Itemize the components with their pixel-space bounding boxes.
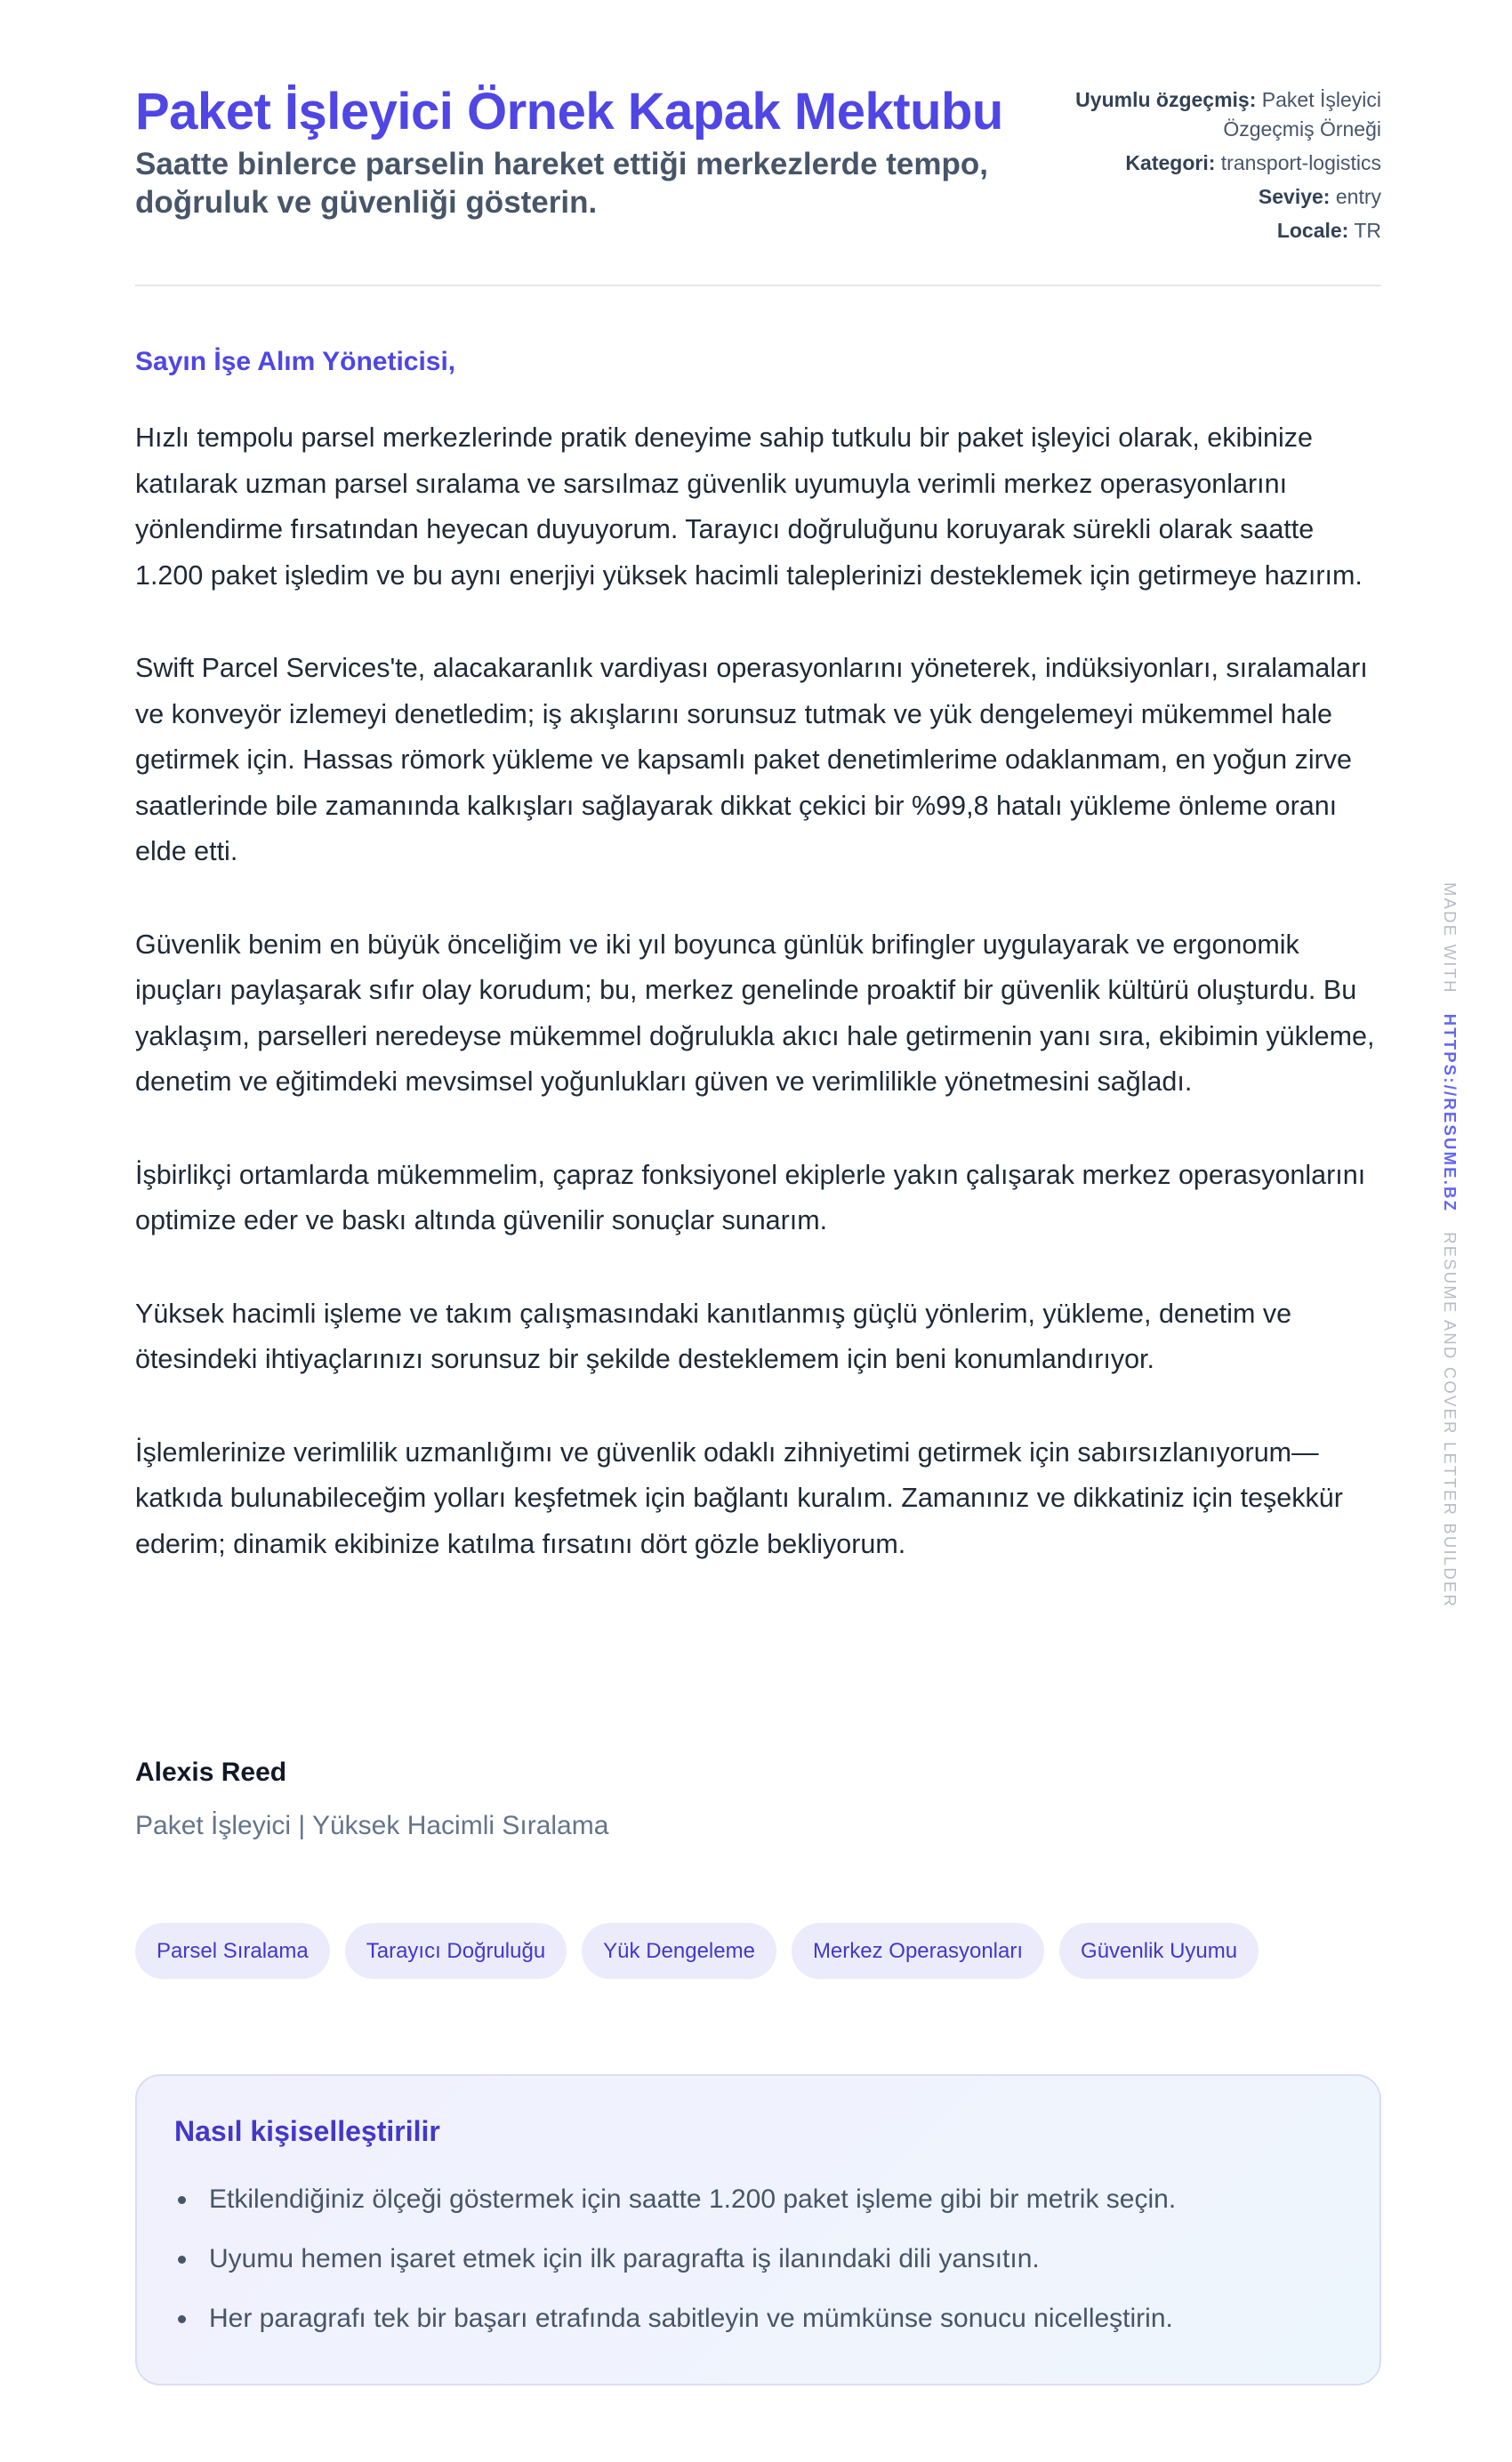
tips-list [174,2169,1176,2348]
watermark-link[interactable]: HTTPS://RESUME.BZ [1441,1013,1460,1213]
meta-resume [1043,85,1381,144]
skill-tag: Güvenlik Uyumu [1059,1923,1259,1979]
meta-label: Seviye: [1258,185,1331,208]
paragraph: İşlemlerinize verimlilik uzmanlığımı ve güvenlik odaklı zihniyetimi getirmek için sabırsızlanıyorum—katkıda bulunabileceğim yolları keşfetmek için bağlantı kuralım. Zamanınız ve dikkatiniz için teşekkür ederim; dinamik ekibinize katılma fırsatını dört gözle bekliyorum. [135,1436,1343,1559]
signature-role: Paket İşleyici | Yüksek Hacimli Sıralama [135,1811,609,1840]
skill-tags [135,1923,1259,1979]
letter-body [135,415,1381,1614]
skill-tag: Tarayıcı Doğruluğu [345,1923,567,1979]
paragraph: Hızlı tempolu parsel merkezlerinde pratik deneyime sahip tutkulu bir paket işleyici olarak, ekibinize katılarak uzman parsel sıralama ve sarsılmaz güvenlik uyumuyla verimli merkez operasyonlarını yönlendirme fırsatından heyecan duyuyorum. Tarayıcı doğruluğunu koruyarak sürekli olarak saatte 1.200 paket işledim ve bu aynı enerjiyi yüksek hacimli taleplerinizi desteklemek için getirmeye hazırım. [135,422,1363,591]
greeting: Sayın İşe Alım Yöneticisi, [135,347,456,376]
meta-label: Kategori: [1125,151,1216,174]
meta-info [1043,85,1381,250]
signature-name: Alexis Reed [135,1758,287,1787]
paragraph: Güvenlik benim en büyük önceliğim ve iki yıl boyunca günlük brifingler uygulayarak ve ergonomik ipuçları paylaşarak sıfır olay korudum; bu, merkez genelinde proaktif bir güvenlik kültürü oluşturdu. Bu yaklaşım, parselleri neredeyse mükemmel doğrulukla akıcı hale getirmenin yanı sıra, ekibimin yükleme, denetim ve eğitimdeki mevsimsel yoğunlukları güven ve verimlilikle yönetmesini sağladı. [135,929,1375,1097]
meta-value: entry [1335,185,1381,208]
tip-item: Her paragrafı tek bir başarı etrafında sabitleyin ve mümkünse sonucu nicelleştirin. [174,2289,1176,2348]
page-title: Paket İşleyici Örnek Kapak Mektubu [135,83,1003,141]
header [135,0,1381,286]
watermark-prefix: MADE WITH [1441,882,1460,994]
meta-value: TR [1354,219,1381,242]
skill-tag: Yük Dengeleme [582,1923,776,1979]
paragraph: Swift Parcel Services'te, alacakaranlık vardiyası operasyonlarını yöneterek, indüksiyonları, sıralamaları ve konveyör izlemeyi denetledim; iş akışlarını sorunsuz tutmak ve yük dengelemeyi mükemmel hale getirmek için. Hassas römork yükleme ve kapsamlı paket denetimlerime odaklanmam, en yoğun zirve saatlerinde bile zamanında kalkışları sağlayarak dikkat çekici bir %99,8 hatalı yükleme önleme oranı elde etti. [135,653,1368,866]
paragraph: Yüksek hacimli işleme ve takım çalışmasındaki kanıtlanmış güçlü yönlerim, yükleme, denetim ve ötesindeki ihtiyaçlarınızı sorunsuz bir şekilde desteklemem için beni konumlandırıyor. [135,1298,1292,1374]
meta-category [1043,149,1381,178]
cover-letter-page [135,0,1381,2333]
meta-value: transport-logistics [1220,151,1381,174]
skill-tag: Parsel Sıralama [135,1923,330,1979]
meta-label: Locale: [1276,219,1349,242]
customization-tips [135,2074,1381,2386]
meta-label: Uyumlu özgeçmiş: [1075,88,1257,111]
watermark [1440,882,1460,1608]
meta-level [1043,182,1381,212]
tip-item: Uyumu hemen işaret etmek için ilk paragrafta iş ilanındaki dili yansıtın. [174,2229,1176,2289]
skill-tag: Merkez Operasyonları [792,1923,1044,1979]
tips-title: Nasıl kişiselleştirilir [174,2115,440,2147]
paragraph: İşbirlikçi ortamlarda mükemmelim, çapraz fonksiyonel ekiplerle yakın çalışarak merkez operasyonlarını optimize eder ve baskı altında güvenilir sonuçlar sunarım. [135,1159,1366,1235]
tip-item: Etkilendiğiniz ölçeği göstermek için saatte 1.200 paket işleme gibi bir metrik seçin. [174,2169,1176,2229]
meta-value: Paket İşleyici Özgeçmiş Örneği [1223,88,1381,141]
watermark-suffix: RESUME AND COVER LETTER BUILDER [1441,1232,1460,1609]
meta-locale [1043,216,1381,245]
page-subtitle: Saatte binlerce parselin hareket ettiği merkezlerde tempo, doğruluk ve güvenliği gösterin. [135,147,988,220]
